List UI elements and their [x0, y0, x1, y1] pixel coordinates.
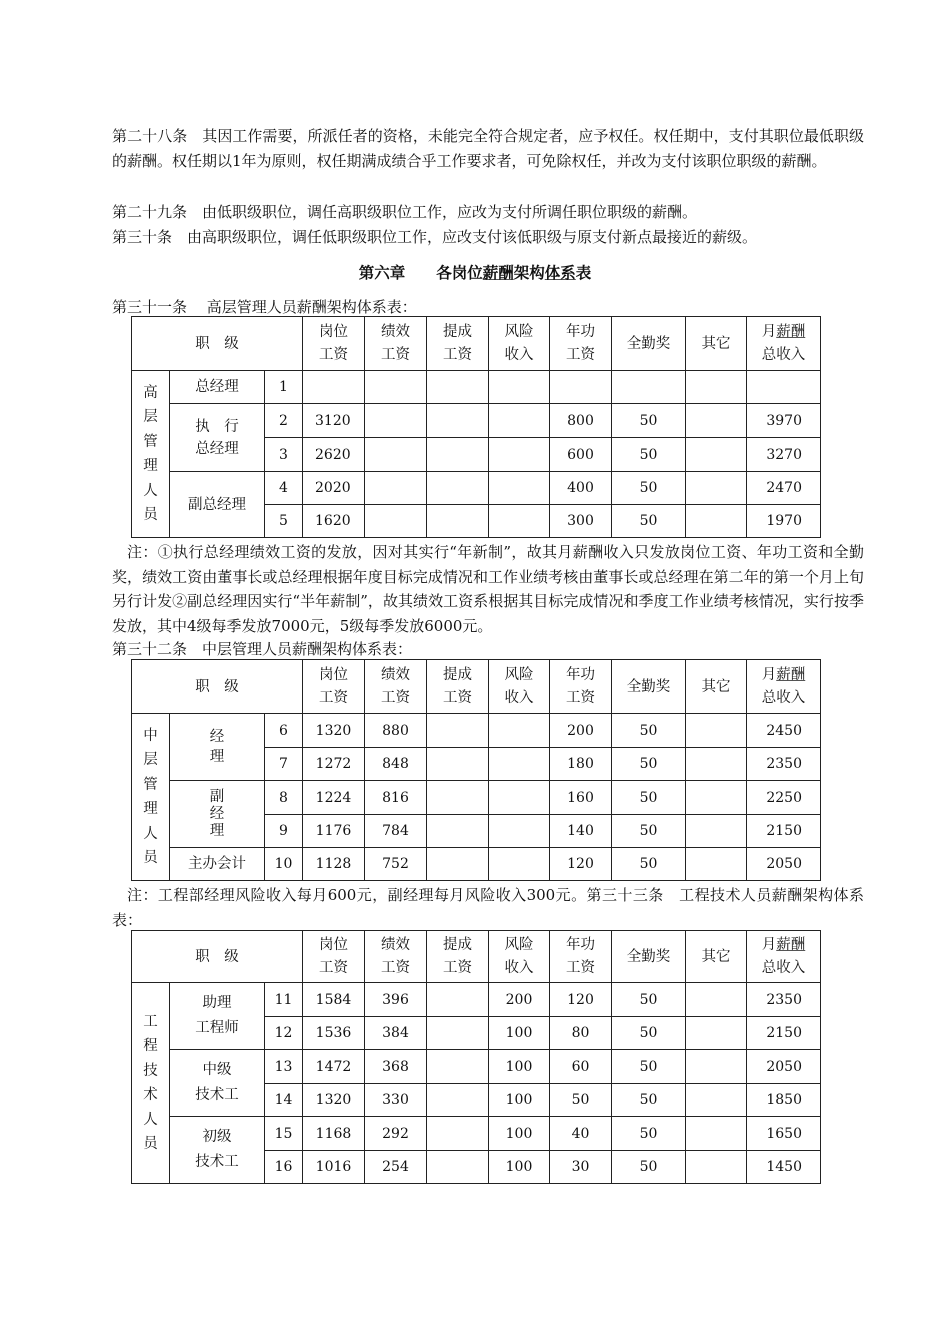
seniority-cell: [550, 371, 612, 404]
other-cell: [686, 748, 747, 781]
other-cell: [686, 848, 747, 881]
header-rank: 职 级: [132, 660, 303, 714]
commission-cell: [427, 848, 489, 881]
other-cell: [686, 438, 747, 472]
risk-cell: [489, 472, 550, 505]
table1-note-text: 注：①执行总经理绩效工资的发放，因对其实行“年新制”，故其月薪酬收入只发放岗位工资、年功工资和全勤奖，绩效工资由董事长或总经理根据年度目标完成情况和工作业绩考核由董事长或总经理在第二年的第一个月上旬另行计发②副总经理因实行“半年薪制”，故其绩效工资系根据其目标完成情况和季度工作业绩考核情况，实行按季发放，其中4级每季发放7000元，5级每季发放6000元。: [112, 543, 864, 635]
table2-label: 第三十二条 中层管理人员薪酬架构体系表：: [112, 640, 413, 658]
other-cell: [686, 983, 747, 1017]
chapter-prefix: 第六章 各岗位: [358, 263, 483, 282]
level-cell: 1: [265, 371, 303, 404]
commission-cell: [427, 472, 489, 505]
other-cell: [686, 472, 747, 505]
perf-wage-cell: 816: [365, 781, 427, 815]
perf-wage-cell: 254: [365, 1151, 427, 1184]
chapter-suffix: 表: [575, 263, 592, 282]
level-cell: 2: [265, 404, 303, 438]
post-wage-cell: 2020: [303, 472, 365, 505]
post-wage-cell: 1584: [303, 983, 365, 1017]
position-exec-gm: 执 行 总经理: [170, 404, 265, 472]
post-wage-cell: 1320: [303, 1084, 365, 1117]
position-junior-technician: 初级 技术工: [170, 1117, 265, 1184]
total-cell: 1850: [747, 1084, 821, 1117]
table-row: [132, 1050, 821, 1084]
group-senior: 高 层 管 理 人 员: [132, 371, 170, 538]
attendance-cell: 50: [612, 1117, 686, 1151]
level-cell: 5: [265, 505, 303, 538]
attendance-cell: 50: [612, 1017, 686, 1050]
total-cell: 1450: [747, 1151, 821, 1184]
total-cell: 2350: [747, 983, 821, 1017]
header-attendance: 全勤奖: [612, 931, 686, 983]
attendance-cell: [612, 371, 686, 404]
post-wage-cell: 1620: [303, 505, 365, 538]
post-wage-cell: 1016: [303, 1151, 365, 1184]
total-cell: 2450: [747, 714, 821, 748]
article-30-text: 第三十条 由高职级职位，调任低职级职位工作，应改支付该低职级与原支付新点最接近的薪级。: [112, 228, 758, 246]
header-total: 月薪酬 总收入: [747, 660, 821, 714]
total-cell: 2250: [747, 781, 821, 815]
perf-wage-cell: 848: [365, 748, 427, 781]
header-other: 其它: [686, 317, 747, 371]
commission-cell: [427, 748, 489, 781]
other-cell: [686, 815, 747, 848]
risk-cell: 100: [489, 1017, 550, 1050]
total-cell: 2150: [747, 815, 821, 848]
header-perf-wage: 绩效 工资: [365, 660, 427, 714]
group-engineering: 工 程 技 术 人 员: [132, 983, 170, 1184]
position-assistant-engineer: 助理 工程师: [170, 983, 265, 1050]
total-cell: 3270: [747, 438, 821, 472]
other-cell: [686, 1017, 747, 1050]
post-wage-cell: 1536: [303, 1017, 365, 1050]
post-wage-cell: 1224: [303, 781, 365, 815]
commission-cell: [427, 815, 489, 848]
seniority-cell: 140: [550, 815, 612, 848]
post-wage-cell: 1168: [303, 1117, 365, 1151]
risk-cell: 100: [489, 1050, 550, 1084]
table-header-row: [132, 660, 821, 714]
seniority-cell: 160: [550, 781, 612, 815]
commission-cell: [427, 404, 489, 438]
seniority-cell: 180: [550, 748, 612, 781]
seniority-cell: 800: [550, 404, 612, 438]
seniority-cell: 120: [550, 848, 612, 881]
post-wage-cell: 1320: [303, 714, 365, 748]
level-cell: 13: [265, 1050, 303, 1084]
total-cell: 2150: [747, 1017, 821, 1050]
post-wage-cell: 1128: [303, 848, 365, 881]
seniority-cell: 30: [550, 1151, 612, 1184]
seniority-cell: 40: [550, 1117, 612, 1151]
post-wage-cell: 3120: [303, 404, 365, 438]
table-row: [132, 404, 821, 438]
header-commission: 提成 工资: [427, 317, 489, 371]
chapter-mid: 架构: [513, 263, 545, 282]
engineering-staff-table: [131, 930, 821, 1184]
risk-cell: [489, 714, 550, 748]
level-cell: 14: [265, 1084, 303, 1117]
seniority-cell: 600: [550, 438, 612, 472]
attendance-cell: 50: [612, 714, 686, 748]
table1-note: [112, 540, 864, 638]
attendance-cell: 50: [612, 404, 686, 438]
header-other: 其它: [686, 931, 747, 983]
attendance-cell: 50: [612, 438, 686, 472]
seniority-cell: 300: [550, 505, 612, 538]
perf-wage-cell: 396: [365, 983, 427, 1017]
risk-cell: 100: [489, 1117, 550, 1151]
total-cell: 2050: [747, 848, 821, 881]
seniority-cell: 200: [550, 714, 612, 748]
chapter-underlined-1: 薪酬: [482, 263, 514, 282]
commission-cell: [427, 371, 489, 404]
commission-cell: [427, 1084, 489, 1117]
seniority-cell: 60: [550, 1050, 612, 1084]
header-risk: 风险 收入: [489, 931, 550, 983]
table-row: [132, 714, 821, 748]
table-row: [132, 1117, 821, 1151]
other-cell: [686, 781, 747, 815]
risk-cell: [489, 438, 550, 472]
post-wage-cell: 2620: [303, 438, 365, 472]
attendance-cell: 50: [612, 1151, 686, 1184]
position-vice-gm: 副总经理: [170, 472, 265, 538]
commission-cell: [427, 1050, 489, 1084]
perf-wage-cell: [365, 404, 427, 438]
total-cell: [747, 371, 821, 404]
table-row: [132, 983, 821, 1017]
middle-management-table: [131, 659, 821, 881]
table-header-row: [132, 317, 821, 371]
header-post-wage: 岗位 工资: [303, 931, 365, 983]
seniority-cell: 120: [550, 983, 612, 1017]
perf-wage-cell: 752: [365, 848, 427, 881]
total-cell: 2350: [747, 748, 821, 781]
post-wage-cell: 1272: [303, 748, 365, 781]
table-row: [132, 781, 821, 815]
level-cell: 12: [265, 1017, 303, 1050]
other-cell: [686, 505, 747, 538]
position-chief-accountant: 主办会计: [170, 848, 265, 881]
total-cell: 1650: [747, 1117, 821, 1151]
risk-cell: 100: [489, 1151, 550, 1184]
header-attendance: 全勤奖: [612, 660, 686, 714]
header-post-wage: 岗位 工资: [303, 317, 365, 371]
header-perf-wage: 绩效 工资: [365, 317, 427, 371]
article-30: [112, 225, 864, 250]
seniority-cell: 80: [550, 1017, 612, 1050]
commission-cell: [427, 781, 489, 815]
perf-wage-cell: 292: [365, 1117, 427, 1151]
header-seniority: 年功 工资: [550, 317, 612, 371]
risk-cell: 200: [489, 983, 550, 1017]
article-28: [112, 124, 864, 173]
other-cell: [686, 371, 747, 404]
table2-note-text: 注：工程部经理风险收入每月600元，副经理每月风险收入300元。第三十三条 工程技术人员薪酬架构体系表：: [112, 886, 864, 929]
commission-cell: [427, 1017, 489, 1050]
perf-wage-cell: 384: [365, 1017, 427, 1050]
attendance-cell: 50: [612, 1050, 686, 1084]
other-cell: [686, 1084, 747, 1117]
article-28-text: 第二十八条 其因工作需要，所派任者的资格，未能完全符合规定者，应予权任。权任期中，支付其职位最低职级的薪酬。权任期以1年为原则，权任期满成绩合乎工作要求者，可免除权任，并改为支付该职位职级的薪酬。: [112, 127, 864, 170]
header-seniority: 年功 工资: [550, 931, 612, 983]
table2-note: [112, 883, 864, 932]
table-row: [132, 848, 821, 881]
group-middle: 中 层 管 理 人 员: [132, 714, 170, 881]
risk-cell: [489, 781, 550, 815]
attendance-cell: 50: [612, 781, 686, 815]
perf-wage-cell: 330: [365, 1084, 427, 1117]
header-other: 其它: [686, 660, 747, 714]
other-cell: [686, 714, 747, 748]
attendance-cell: 50: [612, 472, 686, 505]
attendance-cell: 50: [612, 815, 686, 848]
header-rank: 职 级: [132, 317, 303, 371]
header-post-wage: 岗位 工资: [303, 660, 365, 714]
header-seniority: 年功 工资: [550, 660, 612, 714]
total-cell: 2470: [747, 472, 821, 505]
attendance-cell: 50: [612, 748, 686, 781]
header-total: 月薪酬 总收入: [747, 931, 821, 983]
article-29-text: 第二十九条 由低职级职位，调任高职级职位工作，应改为支付所调任职位职级的薪酬。: [112, 203, 698, 221]
level-cell: 9: [265, 815, 303, 848]
header-attendance: 全勤奖: [612, 317, 686, 371]
commission-cell: [427, 1117, 489, 1151]
risk-cell: [489, 404, 550, 438]
risk-cell: [489, 505, 550, 538]
perf-wage-cell: 368: [365, 1050, 427, 1084]
other-cell: [686, 404, 747, 438]
table-row: [132, 472, 821, 505]
perf-wage-cell: [365, 438, 427, 472]
risk-cell: [489, 748, 550, 781]
seniority-cell: 50: [550, 1084, 612, 1117]
commission-cell: [427, 505, 489, 538]
risk-cell: [489, 815, 550, 848]
senior-management-table: [131, 316, 821, 538]
commission-cell: [427, 983, 489, 1017]
attendance-cell: 50: [612, 848, 686, 881]
header-perf-wage: 绩效 工资: [365, 931, 427, 983]
level-cell: 4: [265, 472, 303, 505]
level-cell: 7: [265, 748, 303, 781]
post-wage-cell: [303, 371, 365, 404]
perf-wage-cell: [365, 472, 427, 505]
header-commission: 提成 工资: [427, 931, 489, 983]
header-commission: 提成 工资: [427, 660, 489, 714]
table-row: [132, 371, 821, 404]
header-risk: 风险 收入: [489, 317, 550, 371]
header-total: 月薪酬 总收入: [747, 317, 821, 371]
level-cell: 11: [265, 983, 303, 1017]
perf-wage-cell: [365, 371, 427, 404]
header-risk: 风险 收入: [489, 660, 550, 714]
post-wage-cell: 1472: [303, 1050, 365, 1084]
level-cell: 15: [265, 1117, 303, 1151]
perf-wage-cell: 784: [365, 815, 427, 848]
level-cell: 6: [265, 714, 303, 748]
perf-wage-cell: [365, 505, 427, 538]
header-rank: 职 级: [132, 931, 303, 983]
table-header-row: [132, 931, 821, 983]
perf-wage-cell: 880: [365, 714, 427, 748]
attendance-cell: 50: [612, 983, 686, 1017]
total-cell: 3970: [747, 404, 821, 438]
risk-cell: [489, 848, 550, 881]
level-cell: 3: [265, 438, 303, 472]
attendance-cell: 50: [612, 505, 686, 538]
commission-cell: [427, 438, 489, 472]
position-gm: 总经理: [170, 371, 265, 404]
level-cell: 10: [265, 848, 303, 881]
attendance-cell: 50: [612, 1084, 686, 1117]
table1-label: 第三十一条 高层管理人员薪酬架构体系表：: [112, 298, 417, 316]
chapter-underlined-2: 体系: [544, 263, 576, 282]
level-cell: 16: [265, 1151, 303, 1184]
risk-cell: 100: [489, 1084, 550, 1117]
risk-cell: [489, 371, 550, 404]
position-deputy-manager: 副 经 理: [170, 781, 265, 848]
post-wage-cell: 1176: [303, 815, 365, 848]
other-cell: [686, 1050, 747, 1084]
article-29: [112, 200, 864, 225]
total-cell: 1970: [747, 505, 821, 538]
commission-cell: [427, 714, 489, 748]
position-manager: 经 理: [170, 714, 265, 781]
level-cell: 8: [265, 781, 303, 815]
other-cell: [686, 1151, 747, 1184]
other-cell: [686, 1117, 747, 1151]
total-cell: 2050: [747, 1050, 821, 1084]
seniority-cell: 400: [550, 472, 612, 505]
commission-cell: [427, 1151, 489, 1184]
chapter-heading: [0, 261, 950, 285]
position-intermediate-technician: 中级 技术工: [170, 1050, 265, 1117]
